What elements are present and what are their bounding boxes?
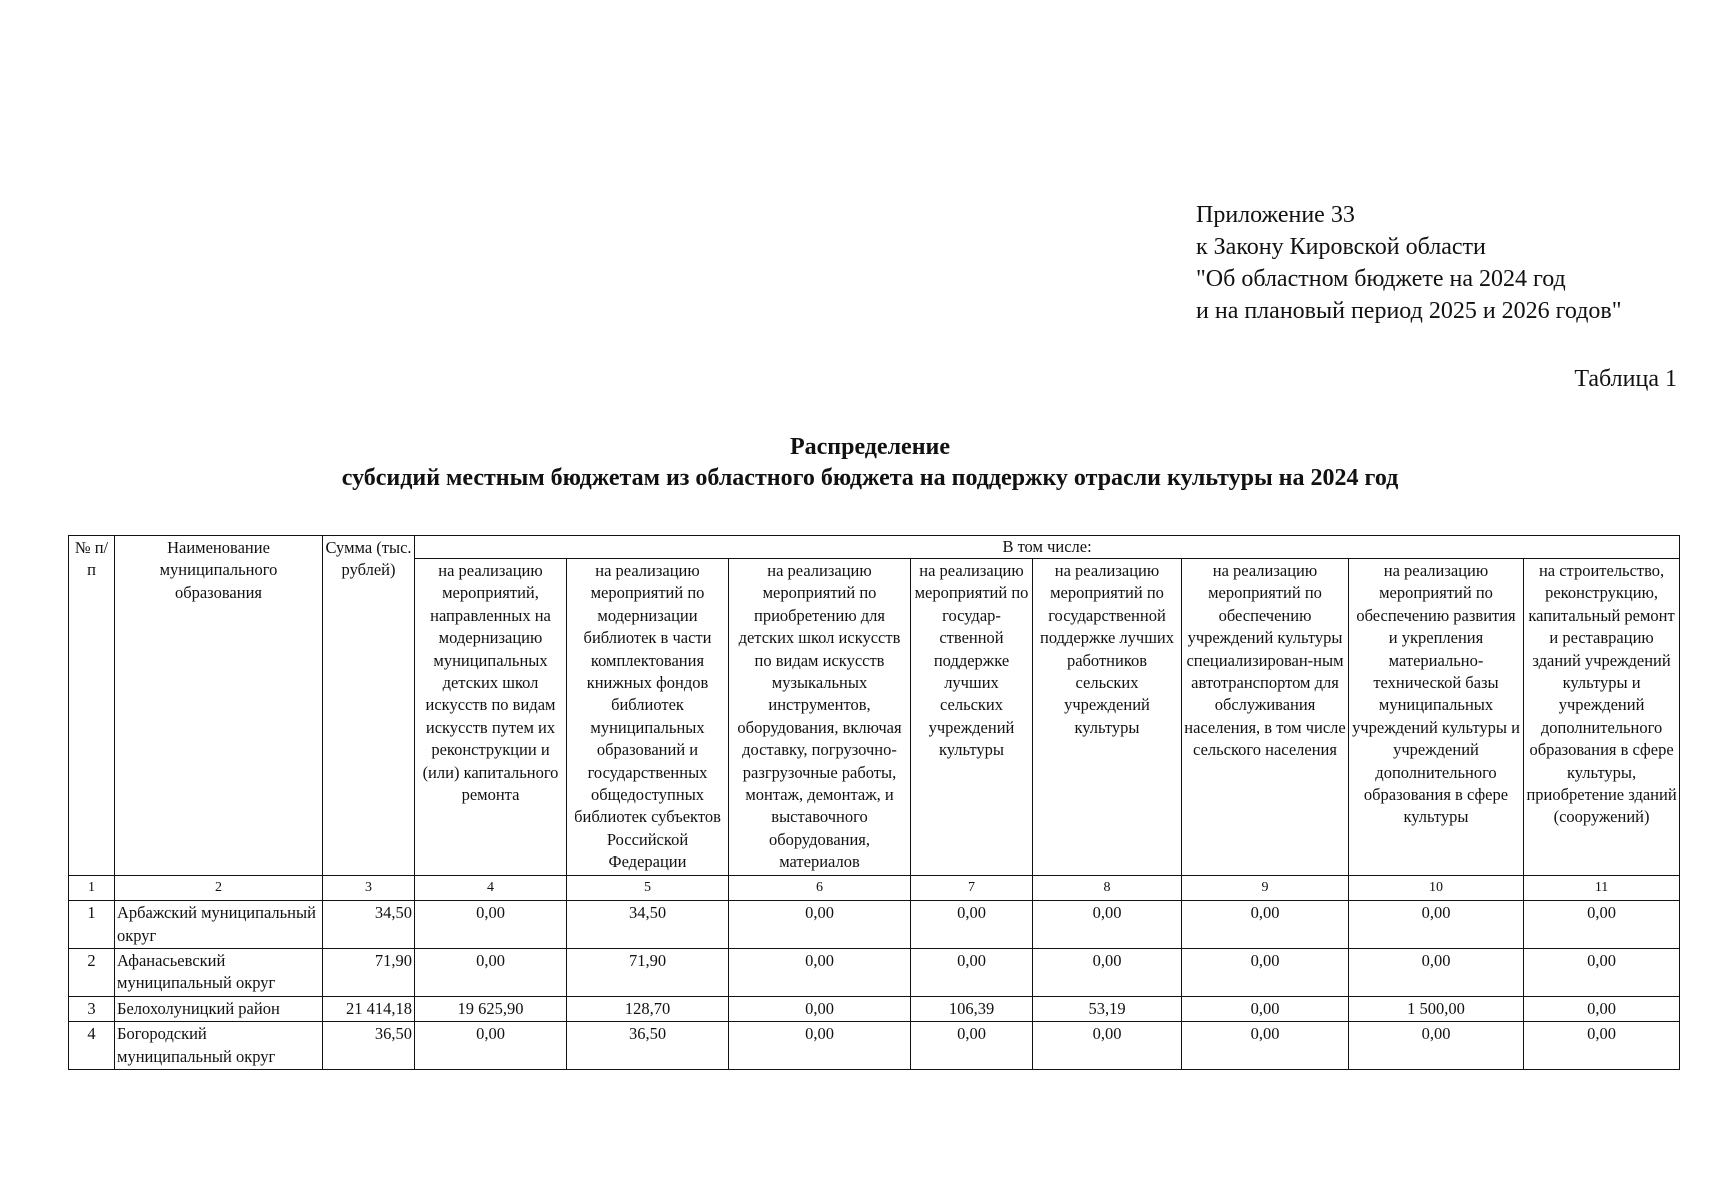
header-sum: Сумма (тыс. рублей) (323, 536, 415, 876)
row-number: 4 (69, 1022, 115, 1070)
header-num: № п/п (69, 536, 115, 876)
appendix-line: к Закону Кировской области (1196, 234, 1486, 260)
total-sum: 21 414,18 (323, 996, 415, 1021)
cell-col-4: 0,00 (415, 948, 567, 996)
table-row (69, 948, 1680, 996)
municipality-name: Белохолуницкий район (115, 996, 323, 1021)
cell-col-9: 0,00 (1182, 948, 1349, 996)
column-number: 6 (729, 875, 911, 900)
table-row (69, 901, 1680, 949)
municipality-name: Богородский муниципальный округ (115, 1022, 323, 1070)
cell-col-11: 0,00 (1524, 901, 1680, 949)
header-col-6: на реализацию мероприятий по приобретению для детских школ искусств по видам искусств музыкальных инструментов, оборудования, включая доставку, погрузочно-разгрузочные работы, монтаж, демонтаж, и выставочного оборудования, материалов (729, 559, 911, 876)
appendix-line: "Об областном бюджете на 2024 год (1196, 266, 1566, 292)
header-col-7: на реализацию мероприятий по государ-ственной поддержке лучших сельских учреждений культуры (911, 559, 1033, 876)
total-sum: 34,50 (323, 901, 415, 949)
cell-col-11: 0,00 (1524, 948, 1680, 996)
cell-col-7: 0,00 (911, 948, 1033, 996)
cell-col-5: 128,70 (567, 996, 729, 1021)
appendix-line: и на плановый период 2025 и 2026 годов" (1196, 298, 1622, 324)
cell-col-8: 0,00 (1033, 1022, 1182, 1070)
column-number: 9 (1182, 875, 1349, 900)
cell-col-5: 36,50 (567, 1022, 729, 1070)
table-row (69, 996, 1680, 1021)
cell-col-10: 1 500,00 (1349, 996, 1524, 1021)
cell-col-6: 0,00 (729, 1022, 911, 1070)
header-col-9: на реализацию мероприятий по обеспечению учреждений культуры специализирован-ным автотранспортом для обслуживания населения, в том числе сельского населения (1182, 559, 1349, 876)
cell-col-10: 0,00 (1349, 901, 1524, 949)
row-number: 3 (69, 996, 115, 1021)
appendix-reference (1196, 199, 1622, 327)
total-sum: 71,90 (323, 948, 415, 996)
cell-col-10: 0,00 (1349, 1022, 1524, 1070)
header-row (69, 536, 1680, 559)
cell-col-6: 0,00 (729, 996, 911, 1021)
table-label: Таблица 1 (1574, 366, 1677, 392)
cell-col-4: 19 625,90 (415, 996, 567, 1021)
column-number: 10 (1349, 875, 1524, 900)
cell-col-6: 0,00 (729, 901, 911, 949)
cell-col-7: 0,00 (911, 901, 1033, 949)
cell-col-5: 34,50 (567, 901, 729, 949)
header-col-5: на реализацию мероприятий по модернизации библиотек в части комплектования книжных фондов библиотек муниципальных образований и государственных общедоступных библиотек субъектов Российской Федерации (567, 559, 729, 876)
row-number: 1 (69, 901, 115, 949)
title-line-2: субсидий местным бюджетам из областного бюджета на поддержку отрасли культуры на 2024 год (341, 465, 1399, 491)
cell-col-10: 0,00 (1349, 948, 1524, 996)
cell-col-6: 0,00 (729, 948, 911, 996)
cell-col-9: 0,00 (1182, 1022, 1349, 1070)
cell-col-7: 0,00 (911, 1022, 1033, 1070)
row-number: 2 (69, 948, 115, 996)
table-row (69, 1022, 1680, 1070)
document-title (0, 432, 1719, 494)
column-number: 8 (1033, 875, 1182, 900)
title-line-1: Распределение (789, 434, 951, 460)
subsidy-table (68, 535, 1680, 1070)
cell-col-9: 0,00 (1182, 901, 1349, 949)
cell-col-8: 0,00 (1033, 901, 1182, 949)
header-group: В том числе: (415, 536, 1680, 559)
total-sum: 36,50 (323, 1022, 415, 1070)
column-number: 2 (115, 875, 323, 900)
column-number: 3 (323, 875, 415, 900)
header-col-4: на реализацию мероприятий, направленных на модернизацию муниципальных детских школ искусств по видам искусств путем их реконструкции и (или) капитального ремонта (415, 559, 567, 876)
municipality-name: Арбажский муниципальный округ (115, 901, 323, 949)
cell-col-4: 0,00 (415, 1022, 567, 1070)
header-col-8: на реализацию мероприятий по государственной поддержке лучших работников сельских учреждений культуры (1033, 559, 1182, 876)
cell-col-11: 0,00 (1524, 1022, 1680, 1070)
appendix-line: Приложение 33 (1196, 202, 1355, 228)
header-name: Наименование муниципального образования (115, 536, 323, 876)
column-number-row (69, 875, 1680, 900)
cell-col-4: 0,00 (415, 901, 567, 949)
header-col-11: на строительство, реконструкцию, капитальный ремонт и реставрацию зданий учреждений культуры и учреждений дополнительного образования в сфере культуры, приобретение зданий (сооружений) (1524, 559, 1680, 876)
cell-col-8: 0,00 (1033, 948, 1182, 996)
cell-col-7: 106,39 (911, 996, 1033, 1021)
header-col-10: на реализацию мероприятий по обеспечению развития и укрепления материально-технической базы муниципальных учреждений культуры и учреждений дополнительного образования в сфере культуры (1349, 559, 1524, 876)
municipality-name: Афанасьевский муниципальный округ (115, 948, 323, 996)
column-number: 5 (567, 875, 729, 900)
column-number: 4 (415, 875, 567, 900)
column-number: 1 (69, 875, 115, 900)
column-number: 7 (911, 875, 1033, 900)
cell-col-5: 71,90 (567, 948, 729, 996)
cell-col-9: 0,00 (1182, 996, 1349, 1021)
cell-col-8: 53,19 (1033, 996, 1182, 1021)
column-number: 11 (1524, 875, 1680, 900)
cell-col-11: 0,00 (1524, 996, 1680, 1021)
